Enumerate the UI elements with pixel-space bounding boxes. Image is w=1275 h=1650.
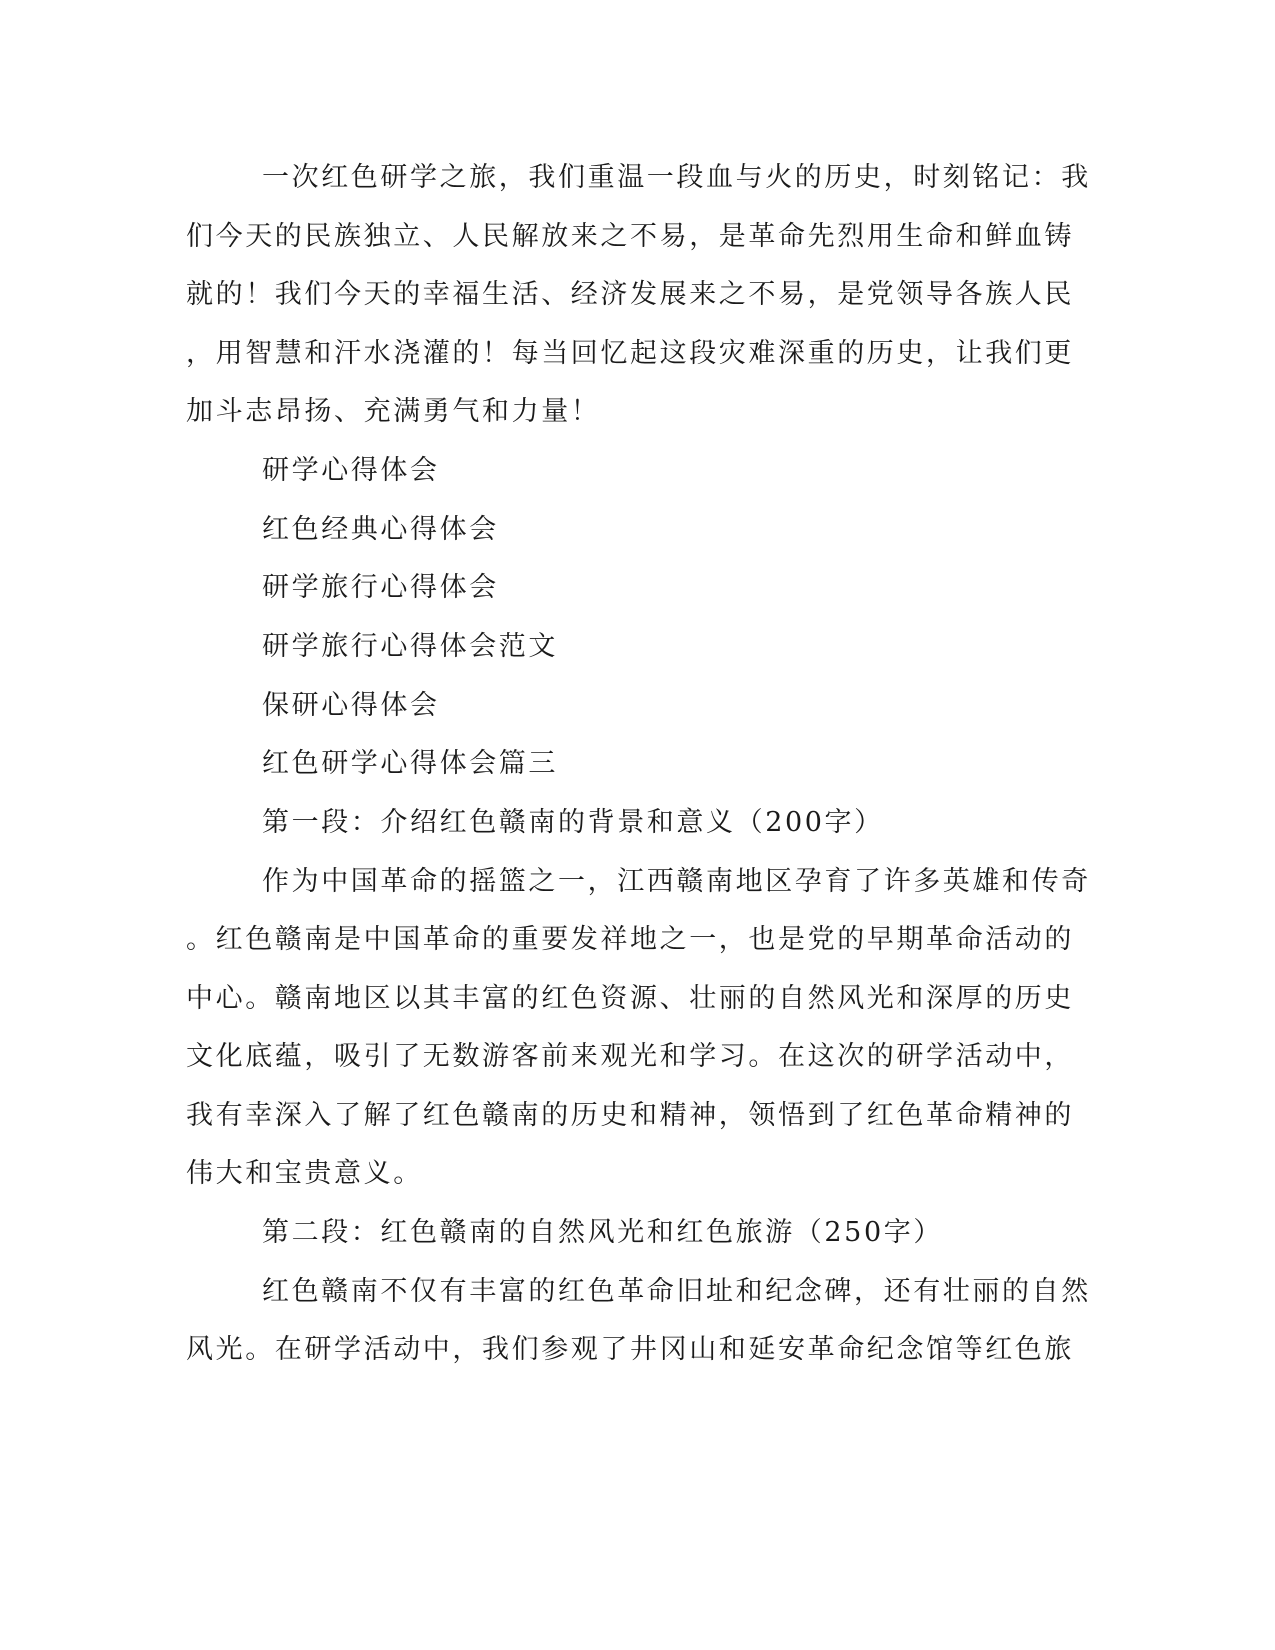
paragraph-1-line-5: 加斗志昂扬、充满勇气和力量！ — [186, 396, 601, 427]
heading-research-experience: 研学心得体会 — [262, 455, 440, 486]
section-2-title: 第二段：红色赣南的自然风光和红色旅游（250字） — [262, 1217, 943, 1248]
paragraph-3-line-1: 红色赣南不仅有丰富的红色革命旧址和纪念碑，还有壮丽的自然 — [262, 1276, 1091, 1307]
paragraph-1-line-4: ，用智慧和汗水浇灌的！每当回忆起这段灾难深重的历史，让我们更 — [186, 338, 1074, 369]
paragraph-2-line-4: 文化底蕴，吸引了无数游客前来观光和学习。在这次的研学活动中， — [186, 1041, 1074, 1072]
paragraph-1-line-2: 们今天的民族独立、人民解放来之不易，是革命先烈用生命和鲜血铸 — [186, 221, 1074, 252]
heading-research-travel-sample: 研学旅行心得体会范文 — [262, 631, 558, 662]
paragraph-2-line-3: 中心。赣南地区以其丰富的红色资源、壮丽的自然风光和深厚的历史 — [186, 983, 1074, 1014]
paragraph-1-line-1: 一次红色研学之旅，我们重温一段血与火的历史，时刻铭记：我 — [262, 162, 1091, 193]
paragraph-2-line-6: 伟大和宝贵意义。 — [186, 1158, 423, 1189]
heading-red-classic: 红色经典心得体会 — [262, 514, 499, 545]
paragraph-1-line-3: 就的！我们今天的幸福生活、经济发展来之不易，是党领导各族人民 — [186, 279, 1074, 310]
heading-red-research-part-3: 红色研学心得体会篇三 — [262, 748, 558, 779]
paragraph-2-line-5: 我有幸深入了解了红色赣南的历史和精神，领悟到了红色革命精神的 — [186, 1100, 1074, 1131]
paragraph-2-line-1: 作为中国革命的摇篮之一，江西赣南地区孕育了许多英雄和传奇 — [262, 866, 1091, 897]
heading-postgrad-recommend: 保研心得体会 — [262, 690, 440, 721]
section-1-title: 第一段：介绍红色赣南的背景和意义（200字） — [262, 807, 884, 838]
paragraph-2-line-2: 。红色赣南是中国革命的重要发祥地之一，也是党的早期革命活动的 — [186, 924, 1074, 955]
heading-research-travel: 研学旅行心得体会 — [262, 572, 499, 603]
paragraph-3-line-2: 风光。在研学活动中，我们参观了井冈山和延安革命纪念馆等红色旅 — [186, 1334, 1074, 1365]
